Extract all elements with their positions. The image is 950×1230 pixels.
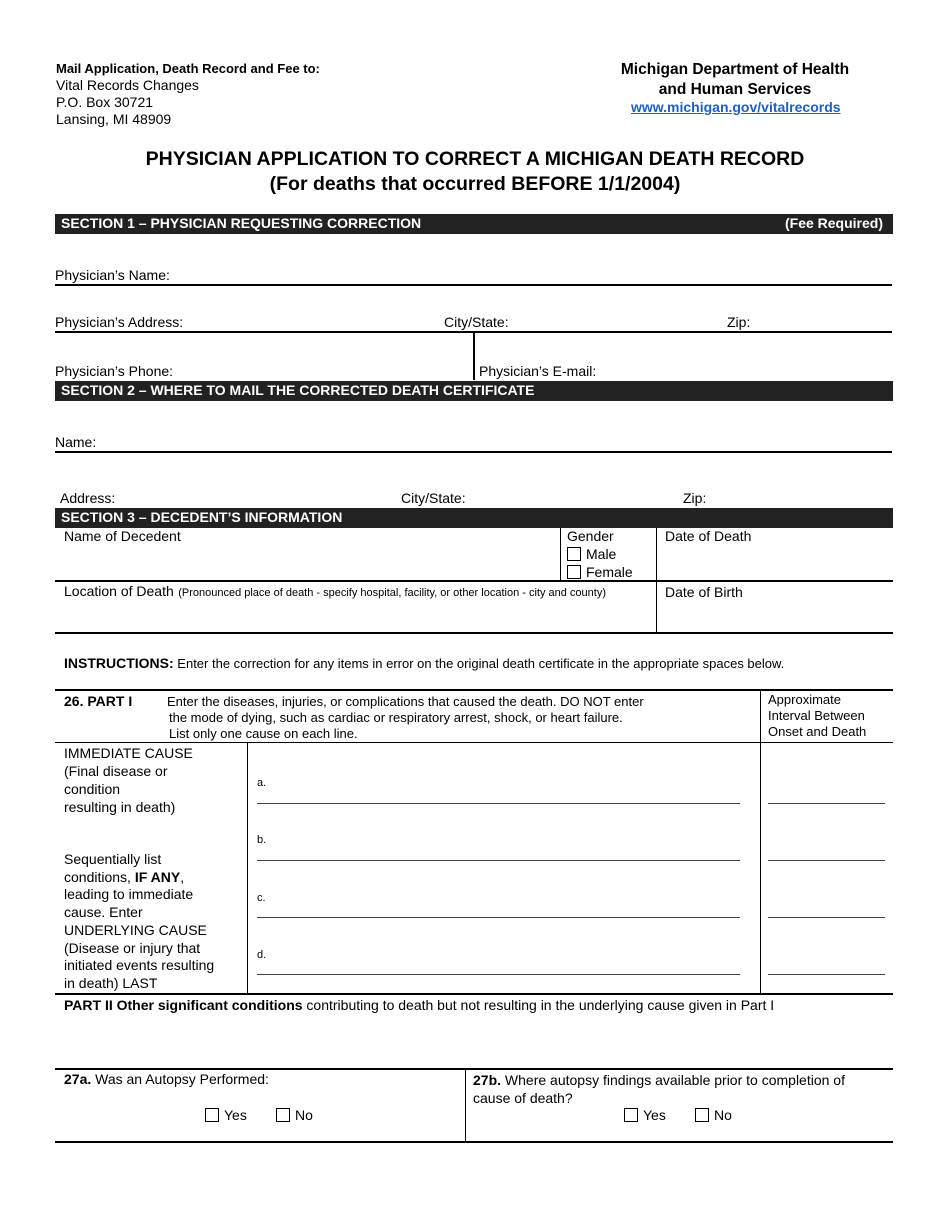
interval-line: Onset and Death <box>768 724 867 739</box>
q27b-yes-checkbox[interactable] <box>624 1108 638 1122</box>
mail-address <box>56 77 199 128</box>
physician-name-label: Physician’s Name: <box>55 267 170 283</box>
part1-bottom-line <box>55 993 893 995</box>
agency-line1: Michigan Department of Health <box>620 61 850 78</box>
sequential-text: conditions, <box>64 868 131 885</box>
q27b-number: 27b. <box>473 1072 502 1088</box>
physician-phone-label: Physician’s Phone: <box>55 363 174 379</box>
q27a-no-checkbox[interactable] <box>276 1108 290 1122</box>
interval-a-field[interactable] <box>768 803 885 804</box>
cause-a-label: a. <box>257 777 267 789</box>
physician-email-label: Physician’s E-mail: <box>479 363 597 379</box>
cause-c-field[interactable] <box>257 917 740 918</box>
title-line1: PHYSICIAN APPLICATION TO CORRECT A MICHIGAN DEATH RECORD <box>145 148 805 170</box>
sequential-line: leading to immediate <box>64 886 194 903</box>
part2-text: contributing to death but not resulting in the underlying cause given in Part I <box>302 997 775 1013</box>
mail-name-field[interactable] <box>55 451 892 453</box>
physician-name-field[interactable] <box>55 284 892 286</box>
interval-line: Interval Between <box>768 708 865 723</box>
part1-line3: List only one cause on each line. <box>169 726 358 741</box>
gender-label: Gender <box>567 528 614 544</box>
cause-c-label: c. <box>257 892 266 904</box>
q27b-yes-label: Yes <box>643 1107 666 1123</box>
instructions-text: Enter the correction for any items in error on the original death certificate in the appropriate spaces below. <box>177 656 785 671</box>
section3-heading: SECTION 3 – DECEDENT’S INFORMATION <box>61 509 343 525</box>
sequential-line: in death) LAST <box>64 974 158 991</box>
q27a-no-label: No <box>295 1107 313 1123</box>
q27b-yes-option[interactable] <box>624 1107 666 1123</box>
mail-line: P.O. Box 30721 <box>56 94 154 110</box>
location-label: Location of Death <box>64 583 174 599</box>
sequential-line: UNDERLYING CAUSE <box>64 921 207 938</box>
sequential-line: cause. Enter <box>64 904 143 921</box>
physician-address-label: Physician’s Address: <box>55 314 184 330</box>
interval-b-field[interactable] <box>768 860 885 861</box>
title-line2: (For deaths that occurred BEFORE 1/1/2004) <box>269 173 681 195</box>
date-of-birth-label: Date of Birth <box>665 584 743 600</box>
part1-line1: Enter the diseases, injuries, or complications that caused the death. DO NOT enter <box>167 694 644 709</box>
fee-required: (Fee Required) <box>784 215 883 231</box>
mail-address-label: Address: <box>60 490 116 506</box>
part1-line2: the mode of dying, such as cardiac or respiratory arrest, shock, or heart failure. <box>169 710 623 725</box>
immediate-cause-label <box>64 744 193 816</box>
sequential-line: initiated events resulting <box>64 957 215 974</box>
autopsy-bottom-line <box>55 1141 893 1143</box>
page-title <box>0 147 950 197</box>
part1-instructions <box>167 694 644 742</box>
sequential-label <box>64 851 214 993</box>
decedent-name-label: Name of Decedent <box>64 528 181 544</box>
cause-d-field[interactable] <box>257 974 740 975</box>
section2-heading: SECTION 2 – WHERE TO MAIL THE CORRECTED DEATH CERTIFICATE <box>61 382 535 398</box>
immediate-cause-line: condition <box>64 781 121 797</box>
section1-heading: SECTION 1 – PHYSICIAN REQUESTING CORRECTION <box>61 215 422 231</box>
q27a-text: Was an Autopsy Performed: <box>91 1071 269 1087</box>
q27a-number: 27a. <box>64 1071 92 1087</box>
agency-url[interactable] <box>631 99 841 115</box>
physician-zip-label: Zip: <box>727 314 751 330</box>
cause-b-field[interactable] <box>257 860 740 861</box>
male-label: Male <box>586 546 617 562</box>
male-checkbox[interactable] <box>567 547 581 561</box>
sequential-line <box>64 869 214 887</box>
part1-label: 26. PART I <box>64 693 133 709</box>
agency-url-link[interactable]: www.michigan.gov/vitalrecords <box>631 99 841 115</box>
interval-line: Approximate <box>768 692 841 707</box>
section1-header <box>55 214 893 234</box>
mail-zip-label: Zip: <box>683 490 707 506</box>
part2-label: PART II Other significant conditions <box>64 997 303 1013</box>
date-of-death-label: Date of Death <box>665 528 752 544</box>
part1-header-line <box>55 742 893 743</box>
physician-city-label: City/State: <box>444 314 509 330</box>
location-row-line <box>55 632 893 634</box>
autopsy-divider <box>465 1069 466 1142</box>
q27b-no-checkbox[interactable] <box>695 1108 709 1122</box>
mail-title: Mail Application, Death Record and Fee to: <box>56 61 320 76</box>
question-27a <box>64 1071 269 1087</box>
immediate-cause-line: (Final disease or <box>64 763 168 779</box>
agency-name <box>594 60 876 100</box>
sequential-line: (Disease or injury that <box>64 939 201 956</box>
female-checkbox[interactable] <box>567 565 581 579</box>
sequential-line: Sequentially list <box>64 851 162 867</box>
q27a-yes-checkbox[interactable] <box>205 1108 219 1122</box>
mail-line: Lansing, MI 48909 <box>56 111 172 127</box>
q27a-yes-option[interactable] <box>205 1107 247 1123</box>
section3-header <box>55 508 893 528</box>
gender-female-option[interactable] <box>567 564 633 580</box>
if-any: IF ANY <box>134 868 181 885</box>
mail-city-label: City/State: <box>401 490 466 506</box>
cause-b-label: b. <box>257 834 267 846</box>
phone-email-divider <box>473 332 475 380</box>
gender-male-option[interactable] <box>567 546 616 562</box>
interval-c-field[interactable] <box>768 917 885 918</box>
cause-label-divider <box>247 743 248 994</box>
immediate-cause-line: resulting in death) <box>64 799 176 815</box>
interval-d-field[interactable] <box>768 974 885 975</box>
q27b-no-option[interactable] <box>695 1107 732 1123</box>
interval-divider <box>760 690 761 994</box>
q27b-text: Where autopsy findings available prior to completion of cause of death? <box>473 1072 845 1106</box>
female-label: Female <box>586 564 633 580</box>
mail-name-label: Name: <box>55 434 97 450</box>
section2-header <box>55 381 893 401</box>
sequential-comma: , <box>180 868 185 885</box>
question-27b <box>473 1071 883 1107</box>
instructions <box>64 655 784 671</box>
q27a-no-option[interactable] <box>276 1107 313 1123</box>
agency-line2: and Human Services <box>658 81 812 98</box>
autopsy-top-line <box>55 1068 893 1070</box>
mail-line: Vital Records Changes <box>56 77 199 93</box>
interval-header <box>768 692 866 740</box>
location-note: (Pronounced place of death - specify hospital, facility, or other location - city and county) <box>178 587 606 599</box>
cause-d-label: d. <box>257 949 267 961</box>
q27b-no-label: No <box>714 1107 732 1123</box>
location-of-death <box>64 584 644 601</box>
instructions-label: INSTRUCTIONS: <box>64 655 174 671</box>
part1-top-line <box>55 689 893 691</box>
q27a-yes-label: Yes <box>224 1107 247 1123</box>
cause-a-field[interactable] <box>257 803 740 804</box>
part2 <box>64 997 774 1013</box>
decedent-row-line <box>55 580 893 582</box>
gender-divider-left <box>560 528 561 581</box>
immediate-cause-line: IMMEDIATE CAUSE <box>64 745 193 761</box>
